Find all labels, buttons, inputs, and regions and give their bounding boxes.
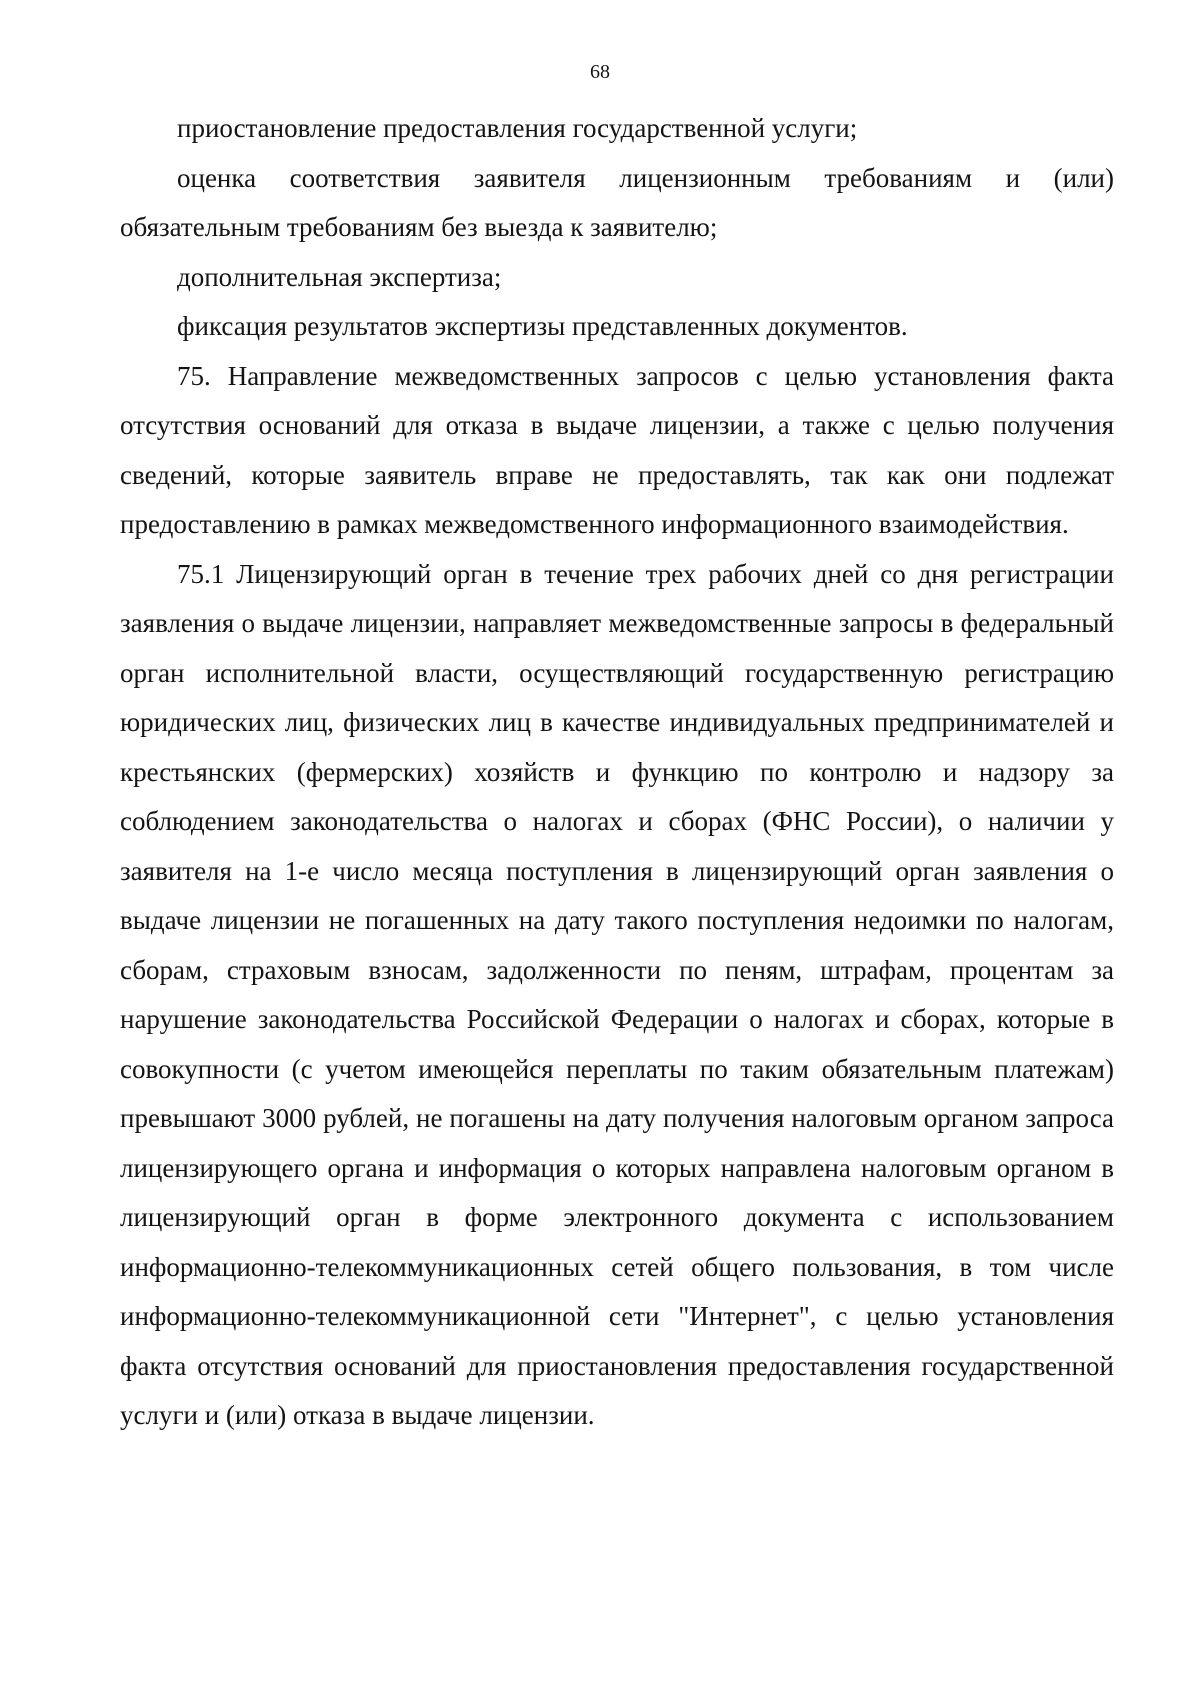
paragraph-section-75: 75. Направление межведомственных запросов с целью установления факта отсутствия оснований для отказа в выдаче лицензии, а также с целью получения сведений, которые заявитель вправе не предоставлять, так как они подлежат предоставлению в рамках межведомственного информационного взаимодействия. (120, 360, 1114, 539)
paragraph-section-75-1: 75.1 Лицензирующий орган в течение трех рабочих дней со дня регистрации заявления о выдаче лицензии, направляет межведомственные запросы в федеральный орган исполнительной власти, осуществляющий государственную регистрацию юридических лиц, физических лиц в качестве индивидуальных предпринимателей и крестьянских (фермерских) хозяйств и функцию по контролю и надзору за соблюдением законодательства о налогах и сборах (ФНС России), о наличии у заявителя на 1-е число месяца поступления в лицензирующий орган заявления о выдаче лицензии не погашенных на дату такого поступления недоимки по налогам, сборам, страховым взносам, задолженности по пеням, штрафам, процентам за нарушение законодательства Российской Федерации о налогах и сборах, которые в совокупности (с учетом имеющейся переплаты по таким обязательным платежам) превышают 3000 рублей, не погашены на дату получения налоговым органом запроса лицензирующего органа и информация о которых направлена налоговым органом в лицензирующий орган в форме электронного документа с использованием информационно-телекоммуникационных сетей общего пользования, в том числе информационно-телекоммуникационной сети "Интернет", с целью установления факта отсутствия оснований для приостановления предоставления государственной услуги и (или) отказа в выдаче лицензии. (120, 558, 1114, 1430)
paragraph-compliance-assessment: оценка соответствия заявителя лицензионным требованиям и (или) обязательным требованиям без выезда к заявителю; (120, 162, 1114, 242)
page-number: 68 (590, 61, 610, 83)
document-body (120, 104, 1114, 1441)
paragraph-additional-expertise: дополнительная экспертиза; (177, 261, 502, 292)
paragraph-suspension-item: приостановление предоставления государственной услуги; (177, 113, 858, 143)
paragraph-expertise-results: фиксация результатов экспертизы представленных документов. (177, 311, 908, 341)
